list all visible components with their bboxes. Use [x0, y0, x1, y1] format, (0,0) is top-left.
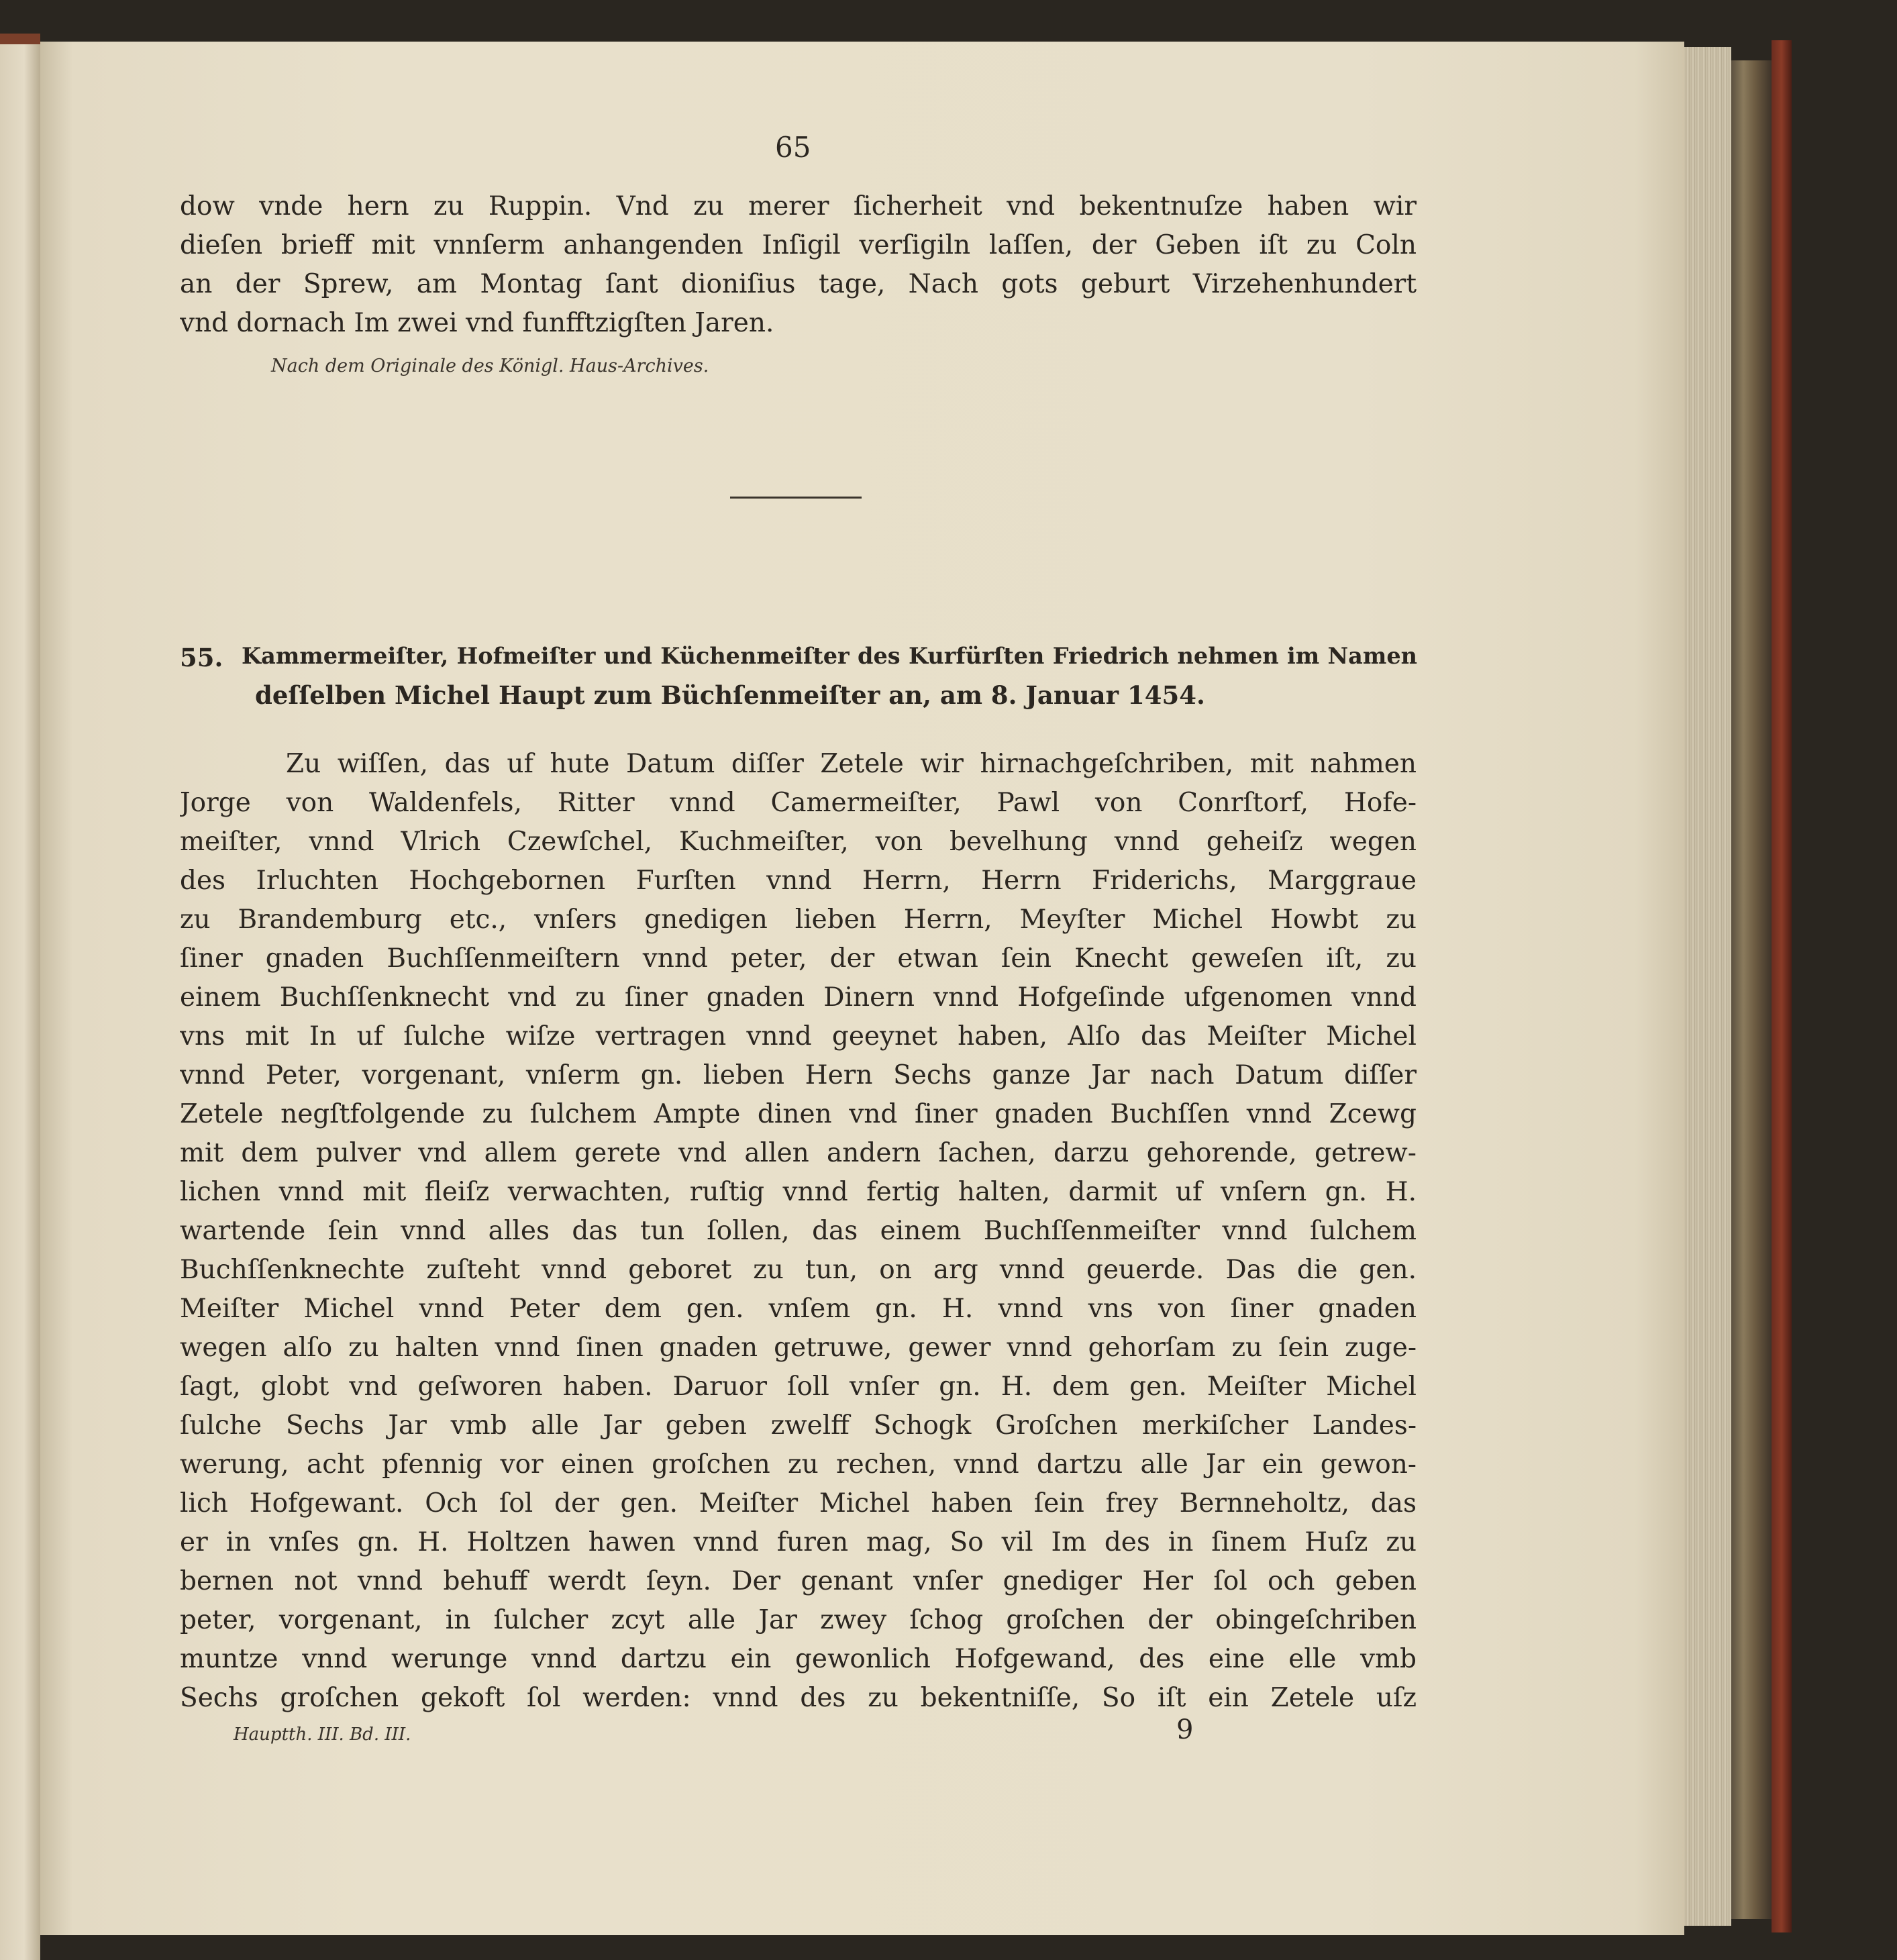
- page-number: 65: [775, 131, 811, 164]
- body-line: ſulche Sechs Jar vmb alle Jar geben zwelff Schogk Groſchen merkiſcher Landes-: [180, 1410, 1417, 1441]
- body-line: wegen alſo zu halten vnnd ſinen gnaden getruwe, gewer vnnd gehorſam zu ſein zuge-: [180, 1333, 1417, 1363]
- document-heading-line: deſſelben Michel Haupt zum Büchſenmeiſter an, am 8. Januar 1454.: [255, 680, 1205, 710]
- source-note: Nach dem Originale des Königl. Haus-Archives.: [271, 356, 709, 376]
- body-line: lichen vnnd mit fleiſz verwachten, ruſtig vnnd fertig halten, darmit uf vnſern gn. H.: [180, 1177, 1417, 1207]
- body-line: vns mit In uf ſulche wiſze vertragen vnnd geeynet haben, Alſo das Meiſter Michel: [180, 1021, 1417, 1051]
- body-line: Meiſter Michel vnnd Peter dem gen. vnſem gn. H. vnnd vns von ſiner gnaden: [180, 1294, 1417, 1324]
- body-line: muntze vnnd werunge vnnd dartzu ein gewonlich Hofgewand, des eine elle vmb: [180, 1644, 1417, 1674]
- body-line: zu Brandemburg etc., vnſers gnedigen lieben Herrn, Meyſter Michel Howbt zu: [180, 905, 1417, 935]
- body-line: ſiner gnaden Buchſſenmeiſtern vnnd peter, der etwan ſein Knecht geweſen iſt, zu: [180, 943, 1417, 974]
- book-block-edge: [1731, 60, 1772, 1919]
- footer-sheet-number: 9: [1176, 1714, 1194, 1745]
- body-line: Buchſſenknechte zuſteht vnnd geboret zu tun, on arg vnnd geuerde. Das die gen.: [180, 1255, 1417, 1285]
- body-line: mit dem pulver vnd allem gerete vnd allen andern ſachen, darzu gehorende, getrew-: [180, 1138, 1417, 1168]
- body-line: Jorge von Waldenfels, Ritter vnnd Camermeiſter, Pawl von Conrſtorf, Hofe-: [180, 788, 1417, 818]
- section-divider: [730, 497, 862, 499]
- top-paragraph-line: an der Sprew, am Montag ſant dioniſius tage, Nach gots geburt Virzehenhundert: [180, 269, 1417, 299]
- page-edges: [1684, 47, 1731, 1926]
- left-facing-page: [0, 44, 40, 1960]
- body-line: des Irluchten Hochgebornen Furſten vnnd Herrn, Herrn Friderichs, Marggraue: [180, 866, 1417, 896]
- document-heading-line: Kammermeiſter, Hofmeiſter und Küchenmeiſter des Kurfürſten Friedrich nehmen im Namen: [242, 643, 1417, 669]
- body-line: Zu wiſſen, das uf hute Datum diſſer Zetele wir hirnachgeſchriben, mit nahmen: [286, 749, 1417, 779]
- body-line: bernen not vnnd behuff werdt ſeyn. Der genant vnſer gnediger Her ſol och geben: [180, 1566, 1417, 1596]
- body-line: Sechs groſchen gekoft ſol werden: vnnd des zu bekentniſſe, So iſt ein Zetele uſz: [180, 1683, 1417, 1713]
- top-paragraph-line: vnd dornach Im zwei vnd funfftzigſten Jaren.: [180, 308, 774, 338]
- body-line: werung, acht pfennig vor einen groſchen zu rechen, vnnd dartzu alle Jar ein gewon-: [180, 1449, 1417, 1480]
- body-line: ſagt, globt vnd geſworen haben. Daruor ſoll vnſer gn. H. dem gen. Meiſter Michel: [180, 1372, 1417, 1402]
- top-paragraph-line: dieſen brieff mit vnnſerm anhangenden Inſigil verſigiln laſſen, der Geben iſt zu Coln: [180, 230, 1417, 260]
- body-line: wartende ſein vnnd alles das tun ſollen, das einem Buchſſenmeiſter vnnd ſulchem: [180, 1216, 1417, 1246]
- body-line: meiſter, vnnd Vlrich Czewſchel, Kuchmeiſter, von bevelhung vnnd geheiſz wegen: [180, 827, 1417, 857]
- body-line: er in vnſes gn. H. Holtzen hawen vnnd furen mag, So vil Im des in ſinem Huſz zu: [180, 1527, 1417, 1557]
- footer-signature: Hauptth. III. Bd. III.: [234, 1724, 411, 1745]
- document-number: 55.: [180, 643, 223, 672]
- body-line: vnnd Peter, vorgenant, vnſerm gn. lieben Hern Sechs ganze Jar nach Datum diſſer: [180, 1060, 1417, 1090]
- body-line: einem Buchſſenknecht vnd zu ſiner gnaden Dinern vnnd Hofgeſinde ufgenomen vnnd: [180, 982, 1417, 1013]
- body-line: lich Hofgewant. Och ſol der gen. Meiſter Michel haben ſein frey Bernneholtz, das: [180, 1488, 1417, 1518]
- body-line: peter, vorgenant, in ſulcher zcyt alle Jar zwey ſchog groſchen der obingeſchriben: [180, 1605, 1417, 1635]
- right-cover-edge: [1772, 40, 1792, 1932]
- top-paragraph-line: dow vnde hern zu Ruppin. Vnd zu merer ſicherheit vnd bekentnuſze haben wir: [180, 191, 1417, 221]
- body-line: Zetele negſtfolgende zu ſulchem Ampte dinen vnd ſiner gnaden Buchſſen vnnd Zcewg: [180, 1099, 1417, 1129]
